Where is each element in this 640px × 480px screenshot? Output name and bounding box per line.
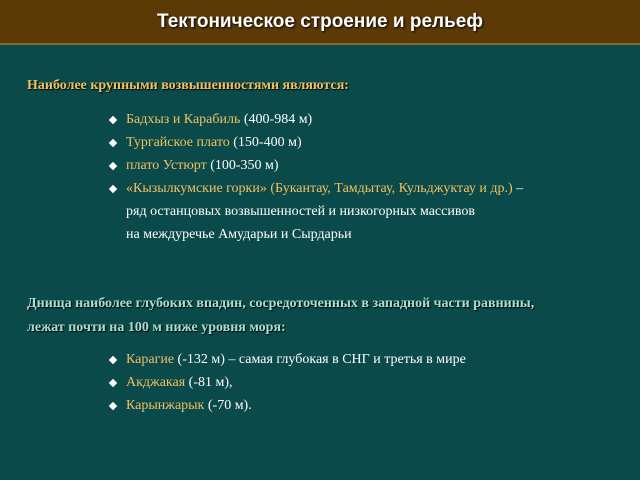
item-name: Карагие — [126, 352, 175, 367]
item-name: Карынжарык — [126, 398, 205, 413]
bullet-icon — [109, 139, 117, 147]
bullet-icon — [109, 356, 117, 364]
slide-title: Тектоническое строение и рельеф — [157, 10, 483, 32]
item-continuation: ряд останцовых возвышенностей и низкогорных массивов — [126, 204, 475, 219]
list-item — [110, 154, 523, 177]
item-continuation: на междуречье Амударьи и Сырдарьи — [126, 227, 352, 242]
list-item — [110, 394, 466, 417]
item-detail: – — [512, 181, 524, 196]
section2-heading-line: лежат почти на 100 м ниже уровня моря: — [27, 320, 286, 335]
list-item — [110, 131, 523, 154]
item-name: плато Устюрт — [126, 158, 207, 173]
section2-heading-line: Днища наиболее глубоких впадин, сосредоточенных в западной части равнины, — [27, 296, 535, 311]
item-detail: (-132 м) – самая глубокая в СНГ и третья в мире — [174, 352, 466, 367]
item-name: Бадхыз и Карабиль — [126, 112, 241, 127]
item-detail: (-70 м). — [204, 398, 252, 413]
list-item — [110, 177, 523, 246]
title-bar — [0, 0, 640, 45]
bullet-icon — [109, 402, 117, 410]
item-detail: (100-350 м) — [206, 158, 279, 173]
item-detail: (400-984 м) — [240, 112, 313, 127]
bullet-icon — [109, 116, 117, 124]
section1-list — [110, 108, 523, 246]
item-detail: (150-400 м) — [229, 135, 302, 150]
list-item — [110, 371, 466, 394]
item-name: Тургайское плато — [126, 135, 230, 150]
section1-heading: Наиболее крупными возвышенностями являются: — [27, 78, 349, 93]
item-detail: (-81 м), — [185, 375, 233, 390]
bullet-icon — [109, 379, 117, 387]
bullet-icon — [109, 162, 117, 170]
list-item — [110, 348, 466, 371]
item-name: Акджакая — [126, 375, 186, 390]
list-item — [110, 108, 523, 131]
bullet-icon — [109, 185, 117, 193]
section2-list — [110, 348, 466, 417]
item-name: «Кызылкумские горки» (Букантау, Тамдытау, Кульджуктау и др.) — [126, 181, 513, 196]
section2-heading — [27, 292, 534, 340]
